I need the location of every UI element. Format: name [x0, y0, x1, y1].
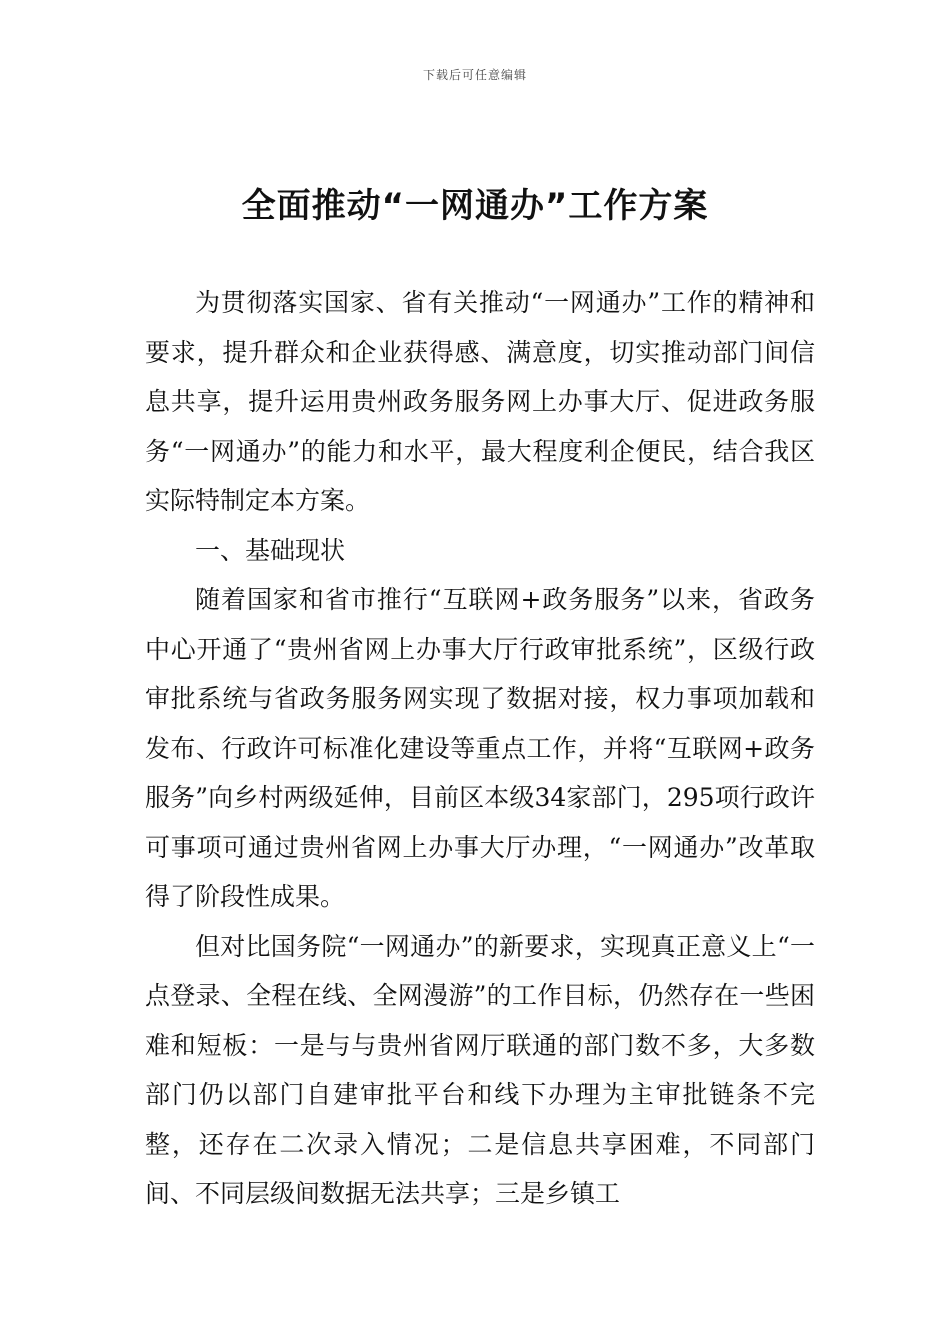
section-heading-basic-status: 一、基础现状	[195, 535, 346, 565]
paragraph-intro: 为贯彻落实国家、省有关推动“一网通办”工作的精神和要求，提升群众和企业获得感、满意度，切实推动部门间信息共享，提升运用贵州政务服务网上办事大厅、促进政务服务“一网通办”的能力和水平，最大程度利企便民，结合我区实际特制定本方案。	[145, 288, 815, 515]
page-header-note: 下载后可任意编辑	[422, 68, 527, 82]
paragraph-current-status: 随着国家和省市推行“互联网+政务服务”以来，省政务中心开通了“贵州省网上办事大厅行政审批系统”，区级行政审批系统与省政务服务网实现了数据对接，权力事项加载和发布、行政许可标准化建设等重点工作，并将“互联网+政务服务”向乡村两级延伸，目前区本级34家部门，295项行政许可事项可通过贵州省网上办事大厅办理，“一网通办”改革取得了阶段性成果。	[145, 585, 815, 911]
paragraph-problems: 但对比国务院“一网通办”的新要求，实现真正意义上“一点登录、全程在线、全网漫游”的工作目标，仍然存在一些困难和短板：一是与与贵州省网厅联通的部门数不多，大多数部门仍以部门自建审批平台和线下办理为主审批链条不完整，还存在二次录入情况；二是信息共享困难，不同部门间、不同层级间数据无法共享；三是乡镇工	[145, 931, 815, 1208]
document-body	[145, 278, 815, 1219]
document-title: 全面推动“一网通办”工作方案	[241, 186, 709, 226]
